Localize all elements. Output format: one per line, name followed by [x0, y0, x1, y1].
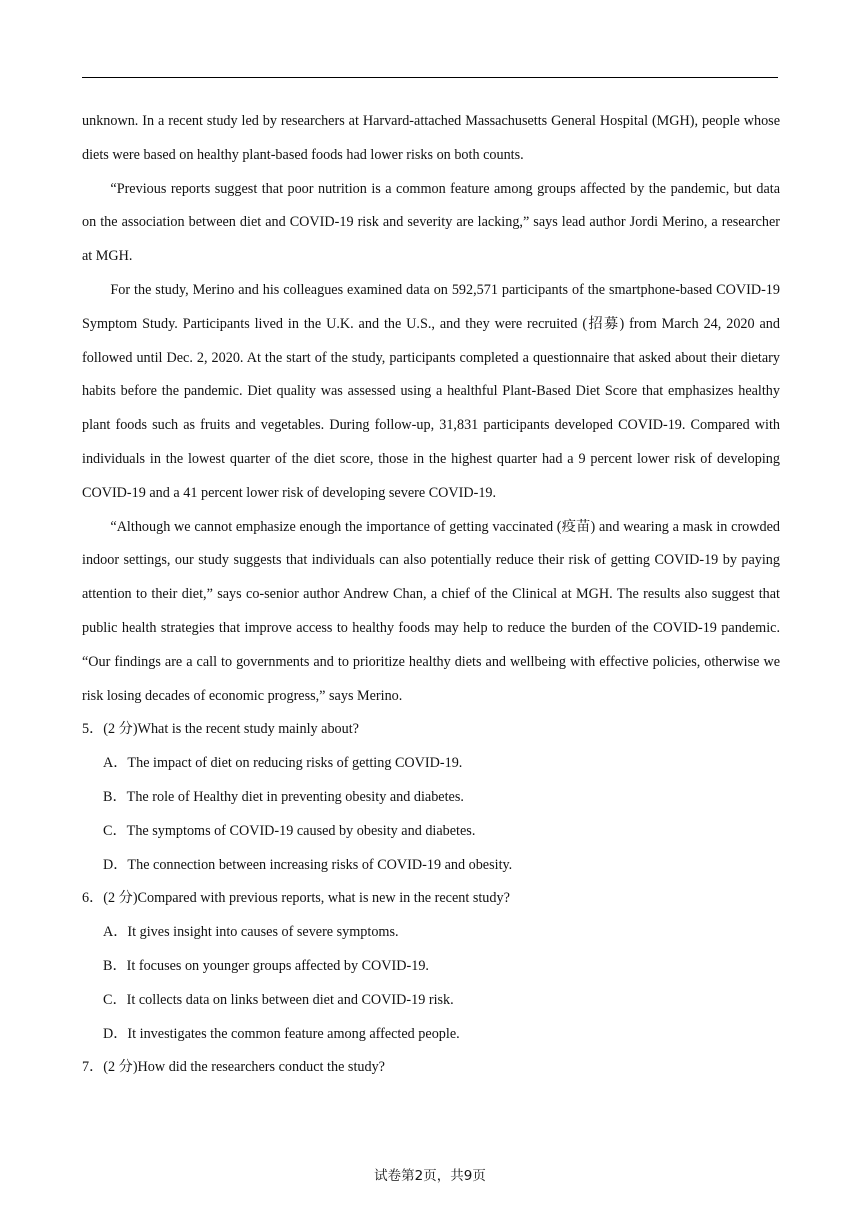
passage-paragraph: “Previous reports suggest that poor nutrition is a common feature among groups affected by the pandemic, but data on the association between diet and COVID-19 risk and severity are lacking,” says lead author Jordi Merino, a researcher at MGH. [82, 180, 780, 265]
question-7 [82, 1051, 780, 1085]
option-a[interactable]: A．It gives insight into causes of severe symptoms. [103, 924, 399, 941]
question-5 [82, 713, 780, 882]
option-d[interactable]: D．The connection between increasing risks of COVID-19 and obesity. [103, 856, 513, 873]
passage-paragraph: “Although we cannot emphasize enough the importance of getting vaccinated (疫苗) and wearing a mask in crowded indoor settings, our study suggests that individuals can also potentially reduce their risk of getting COVID-19 by paying attention to their diet,” says co-senior author Andrew Chan, a chief of the Clinical at MGH. The results also suggest that public health strategies that improve access to healthy foods may help to reduce the burden of the COVID-19 pandemic. “Our findings are a call to governments and to prioritize healthy diets and wellbeing with effective policies, otherwise we risk losing decades of economic progress,” says Merino. [82, 518, 780, 704]
passage-paragraph: unknown. In a recent study led by researchers at Harvard-attached Massachusetts General Hospital (MGH), people whose diets were based on healthy plant-based foods had lower risks on both counts. [82, 113, 780, 163]
option-b[interactable]: B．It focuses on younger groups affected by COVID-19. [103, 957, 429, 974]
option-d[interactable]: D．It investigates the common feature among affected people. [103, 1025, 460, 1042]
header-rule [82, 77, 778, 78]
option-a[interactable]: A．The impact of diet on reducing risks of getting COVID-19. [103, 755, 463, 772]
option-c[interactable]: C．It collects data on links between diet and COVID-19 risk. [103, 991, 454, 1008]
page-footer: 试卷第2页，共9页 [374, 1168, 486, 1184]
question-stem: 6．(2 分)Compared with previous reports, what is new in the recent study? [82, 890, 510, 907]
question-stem: 5．(2 分)What is the recent study mainly about? [82, 721, 359, 738]
question-6 [82, 882, 780, 1051]
passage-paragraph: For the study, Merino and his colleagues examined data on 592,571 participants of the smartphone-based COVID-19 Symptom Study. Participants lived in the U.K. and the U.S., and they were recruited (招募) from March 24, 2020 and followed until Dec. 2, 2020. At the start of the study, participants completed a questionnaire that asked about their dietary habits before the pandemic. Diet quality was assessed using a healthful Plant-Based Diet Score that emphasizes healthy plant foods such as fruits and vegetables. During follow-up, 31,831 participants developed COVID-19. Compared with individuals in the lowest quarter of the diet score, those in the highest quarter had a 9 percent lower risk of developing COVID-19 and a 41 percent lower risk of developing severe COVID-19. [82, 281, 780, 501]
question-stem: 7．(2 分)How did the researchers conduct the study? [82, 1059, 385, 1076]
page-content [82, 105, 780, 1085]
option-b[interactable]: B．The role of Healthy diet in preventing obesity and diabetes. [103, 788, 464, 805]
option-c[interactable]: C．The symptoms of COVID-19 caused by obesity and diabetes. [103, 822, 476, 839]
